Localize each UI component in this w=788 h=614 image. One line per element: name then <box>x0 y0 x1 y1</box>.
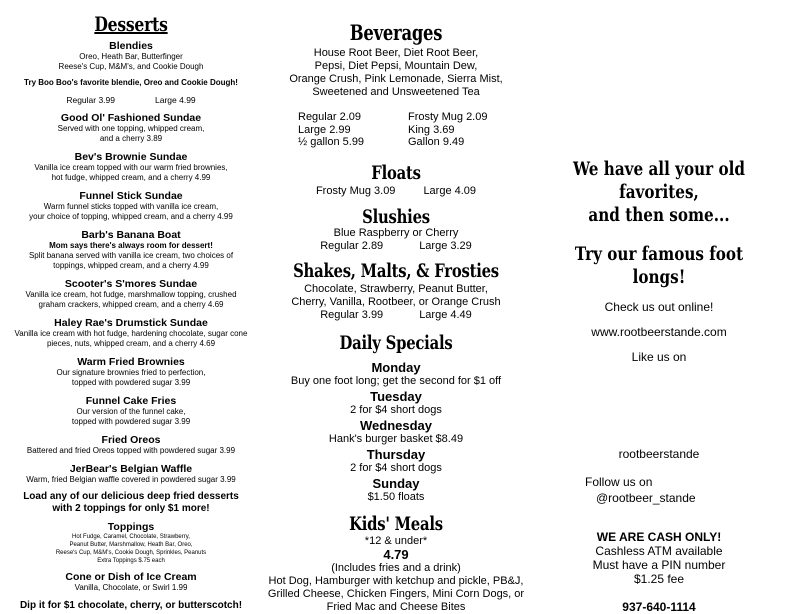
instagram-handle: @rootbeer_stande <box>596 491 696 505</box>
dessert-line: Our version of the funnel cake, <box>76 407 186 416</box>
promo-line-3: Try our famous foot longs! <box>574 243 744 288</box>
shakes-prices <box>262 309 530 321</box>
beverage-line: Pepsi, Diet Pepsi, Mountain Dew, <box>314 60 478 72</box>
blendies-regular: Regular 3.99 <box>66 95 115 105</box>
kids-line: Fried Mac and Cheese Bites <box>326 600 466 613</box>
special-deal: Buy one foot long; get the second for $1 off <box>290 374 502 387</box>
toppings-title: Toppings <box>107 521 155 533</box>
load-line-2: with 2 toppings for only $1 more! <box>52 503 210 514</box>
dessert-line: Vanilla ice cream with hot fudge, hardening chocolate, sugar cone <box>14 329 248 338</box>
slushies-title: Slushies <box>362 205 430 228</box>
special-deal: Hank's burger basket $8.49 <box>328 432 464 445</box>
special-day: Wednesday <box>359 417 432 433</box>
dessert-line: topped with powdered sugar 3.99 <box>71 417 191 426</box>
dessert-line: Battered and fried Oreos topped with powdered sugar 3.99 <box>26 446 236 455</box>
beverage-line: Orange Crush, Pink Lemonade, Sierra Mist, <box>289 73 503 85</box>
blendies-large: Large 4.99 <box>155 95 196 105</box>
promo-line-1: We have all your old favorites, <box>572 158 746 203</box>
dessert-title: Fried Oreos <box>101 434 161 446</box>
floats-prices <box>262 185 530 197</box>
dessert-title: Bev's Brownie Sundae <box>74 151 188 163</box>
dessert-line: Split banana served with vanilla ice cream, two choices of <box>28 251 234 260</box>
toppings-line: Reese's Cup, M&M's, Cookie Dough, Sprinkles, Peanuts <box>55 550 207 556</box>
beverages-column <box>262 0 530 614</box>
kids-line: Grilled Cheese, Chicken Fingers, Mini Corn Dogs, or <box>267 587 525 600</box>
special-deal: $1.50 floats <box>367 490 425 503</box>
atm-line-2: Must have a PIN number <box>592 558 726 572</box>
beverage-size: King 3.69 <box>408 123 455 136</box>
special-day: Thursday <box>366 446 426 462</box>
kids-line: Hot Dog, Hamburger with ketchup and pickle, PB&J, <box>268 574 524 587</box>
dessert-title: Warm Fried Brownies <box>77 356 185 368</box>
phone-number: 937-640-1114 <box>622 600 696 614</box>
beverage-size: Gallon 9.49 <box>408 136 465 148</box>
follow-us: Follow us on <box>585 475 653 489</box>
slushies-flavors: Blue Raspberry or Cherry <box>333 226 459 239</box>
shakes-line: Cherry, Vanilla, Rootbeer, or Orange Crush <box>291 295 501 308</box>
desserts-title: Desserts <box>94 12 168 36</box>
floats-title: Floats <box>371 161 421 184</box>
beverage-size: ½ gallon 5.99 <box>298 136 365 148</box>
dessert-line: your choice of topping, whipped cream, and a cherry 4.99 <box>29 212 233 221</box>
dessert-title: Good Ol' Fashioned Sundae <box>60 112 202 124</box>
toppings-line: Extra Toppings $.75 each <box>97 558 165 564</box>
kids-line: (Includes fries and a drink) <box>331 561 461 574</box>
load-line-1: Load any of our delicious deep fried desserts <box>23 491 239 502</box>
dessert-title: Haley Rae's Drumstick Sundae <box>54 317 208 329</box>
kids-meals-title: Kids' Meals <box>349 512 443 535</box>
daily-specials-title: Daily Specials <box>339 331 453 354</box>
special-deal: 2 for $4 short dogs <box>350 461 442 474</box>
dessert-line: Served with one topping, whipped cream, <box>57 124 205 133</box>
dessert-line: Warm, fried Belgian waffle covered in powdered sugar 3.99 <box>26 475 236 484</box>
blendies-prices <box>0 95 262 105</box>
promo-line-2: and then some... <box>588 204 730 226</box>
facebook-name: rootbeerstande <box>618 447 700 461</box>
slushies-prices <box>262 240 530 252</box>
dessert-title: Funnel Cake Fries <box>85 395 177 407</box>
special-day: Sunday <box>372 475 420 491</box>
dessert-line: toppings, whipped cream, and a cherry 4.99 <box>53 261 209 270</box>
dessert-line: topped with powdered sugar 3.99 <box>71 378 191 387</box>
dessert-line: hot fudge, whipped cream, and a cherry 4.99 <box>51 173 211 182</box>
floats-large: Large 4.09 <box>423 184 477 197</box>
kids-price: 4.79 <box>383 546 409 562</box>
dessert-line: and a cherry 3.89 <box>99 134 163 143</box>
atm-line-3: $1.25 fee <box>633 572 685 586</box>
check-online: Check us out online! <box>604 300 714 314</box>
desserts-column <box>0 0 262 612</box>
floats-mug: Frosty Mug 3.09 <box>315 184 396 197</box>
blendies-desc-2: Reese's Cup, M&M's, and Cookie Dough <box>58 62 204 71</box>
blendies-tip: Try Boo Boo's favorite blendie, Oreo and Cookie Dough! <box>24 78 238 87</box>
slushies-large: Large 3.29 <box>419 239 472 252</box>
cone-title: Cone or Dish of Ice Cream <box>65 571 197 583</box>
slushies-regular: Regular 2.89 <box>320 239 384 252</box>
shakes-line: Chocolate, Strawberry, Peanut Butter, <box>304 282 488 295</box>
shakes-title: Shakes, Malts, & Frosties <box>293 259 499 282</box>
toppings-line: Peanut Butter, Marshmallow, Heath Bar, Oreo, <box>69 542 193 548</box>
dessert-title: Barb's Banana Boat <box>81 229 181 241</box>
atm-line-1: Cashless ATM available <box>595 544 723 558</box>
special-day: Tuesday <box>370 388 422 404</box>
cash-only: WE ARE CASH ONLY! <box>596 530 722 544</box>
beverage-size: Large 2.99 <box>298 123 351 136</box>
toppings-line: Hot Fudge, Caramel, Chocolate, Strawberry, <box>72 534 190 540</box>
cone-desc: Vanilla, Chocolate, or Swirl 1.99 <box>74 583 188 592</box>
dessert-note: Mom says there's always room for dessert! <box>49 241 213 250</box>
blendies-title: Blendies <box>109 40 153 52</box>
special-day: Monday <box>371 359 421 375</box>
dessert-title: JerBear's Belgian Waffle <box>69 463 193 475</box>
dessert-line: Vanilla ice cream topped with our warm fried brownies, <box>34 163 228 172</box>
beverage-size: Frosty Mug 2.09 <box>408 111 488 123</box>
beverage-line: House Root Beer, Diet Root Beer, <box>313 47 479 59</box>
shakes-regular: Regular 3.99 <box>320 308 384 321</box>
dessert-line: Our signature brownies fried to perfection, <box>56 368 206 377</box>
dessert-line: graham crackers, whipped cream, and a cherry 4.69 <box>38 300 224 309</box>
kids-age: *12 & under* <box>364 534 428 547</box>
dip-line: Dip it for $1 chocolate, cherry, or butterscotch! <box>19 600 243 611</box>
promo-column <box>530 0 788 614</box>
like-us: Like us on <box>631 350 687 364</box>
dessert-title: Scooter's S'mores Sundae <box>64 278 198 290</box>
dessert-line: pieces, nuts, whipped cream, and a cherry 4.69 <box>46 339 216 348</box>
beverage-line: Sweetened and Unsweetened Tea <box>312 86 480 98</box>
shakes-large: Large 4.49 <box>419 308 472 321</box>
beverages-title: Beverages <box>349 20 443 45</box>
dessert-line: Warm funnel sticks topped with vanilla ice cream, <box>43 202 219 211</box>
blendies-desc-1: Oreo, Heath Bar, Butterfinger <box>79 52 183 61</box>
special-deal: 2 for $4 short dogs <box>350 403 442 416</box>
dessert-title: Funnel Stick Sundae <box>79 190 183 202</box>
beverage-size: Regular 2.09 <box>298 111 361 123</box>
beverage-sizes <box>298 111 530 149</box>
dessert-line: Vanilla ice cream, hot fudge, marshmallow topping, crushed <box>25 290 237 299</box>
website-link[interactable]: www.rootbeerstande.com <box>591 325 727 339</box>
